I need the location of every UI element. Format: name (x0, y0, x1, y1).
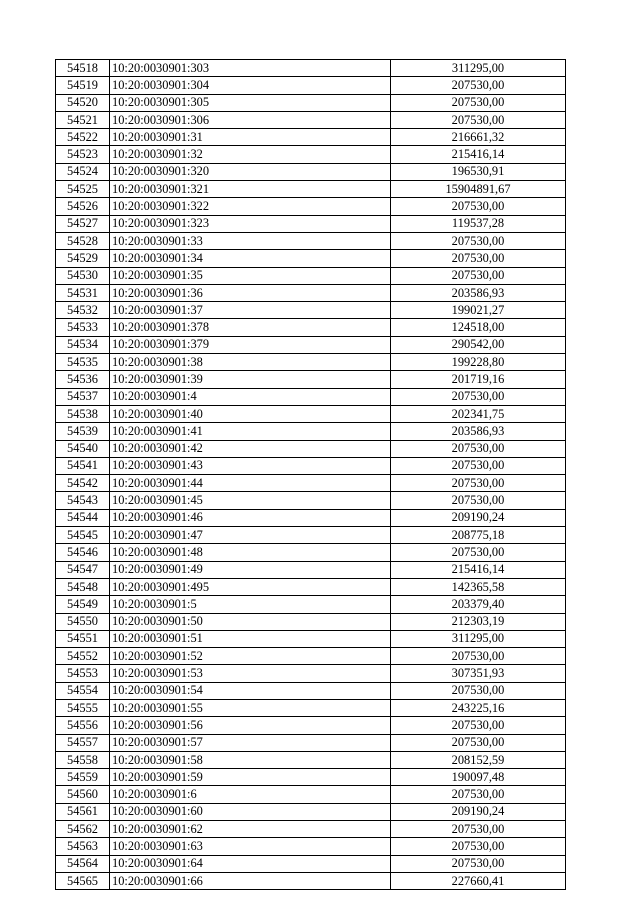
cadastral-number-cell: 10:20:0030901:62 (110, 821, 391, 838)
row-number-cell: 54559 (56, 769, 110, 786)
table-row (56, 232, 566, 249)
cadastral-number-cell: 10:20:0030901:58 (110, 751, 391, 768)
cadastral-number-cell: 10:20:0030901:36 (110, 284, 391, 301)
table-row (56, 872, 566, 889)
cadastral-number-cell: 10:20:0030901:495 (110, 578, 391, 595)
row-number-cell: 54540 (56, 440, 110, 457)
row-number-cell: 54546 (56, 544, 110, 561)
row-number-cell: 54551 (56, 630, 110, 647)
cadastral-value-cell: 207530,00 (391, 440, 566, 457)
row-number-cell: 54553 (56, 665, 110, 682)
cadastral-value-cell: 311295,00 (391, 630, 566, 647)
cadastral-number-cell: 10:20:0030901:48 (110, 544, 391, 561)
row-number-cell: 54531 (56, 284, 110, 301)
cadastral-value-cell: 201719,16 (391, 371, 566, 388)
cadastral-number-cell: 10:20:0030901:66 (110, 872, 391, 889)
cadastral-number-cell: 10:20:0030901:63 (110, 838, 391, 855)
cadastral-number-cell: 10:20:0030901:53 (110, 665, 391, 682)
cadastral-value-cell: 311295,00 (391, 60, 566, 77)
row-number-cell: 54533 (56, 319, 110, 336)
table-row (56, 613, 566, 630)
cadastral-number-cell: 10:20:0030901:37 (110, 302, 391, 319)
row-number-cell: 54561 (56, 803, 110, 820)
table-row (56, 423, 566, 440)
cadastral-value-cell: 207530,00 (391, 94, 566, 111)
row-number-cell: 54557 (56, 734, 110, 751)
cadastral-number-cell: 10:20:0030901:60 (110, 803, 391, 820)
table-row (56, 544, 566, 561)
row-number-cell: 54534 (56, 336, 110, 353)
row-number-cell: 54526 (56, 198, 110, 215)
table-row (56, 111, 566, 128)
table-row (56, 250, 566, 267)
row-number-cell: 54554 (56, 682, 110, 699)
cadastral-number-cell: 10:20:0030901:40 (110, 405, 391, 422)
cadastral-value-cell: 208152,59 (391, 751, 566, 768)
cadastral-number-cell: 10:20:0030901:34 (110, 250, 391, 267)
cadastral-number-cell: 10:20:0030901:305 (110, 94, 391, 111)
row-number-cell: 54556 (56, 717, 110, 734)
cadastral-number-cell: 10:20:0030901:43 (110, 457, 391, 474)
cadastral-value-cell: 203379,40 (391, 596, 566, 613)
table-row (56, 319, 566, 336)
cadastral-value-cell: 207530,00 (391, 682, 566, 699)
cadastral-number-cell: 10:20:0030901:52 (110, 648, 391, 665)
cadastral-number-cell: 10:20:0030901:56 (110, 717, 391, 734)
cadastral-value-cell: 203586,93 (391, 423, 566, 440)
cadastral-value-cell: 207530,00 (391, 198, 566, 215)
cadastral-value-cell: 215416,14 (391, 146, 566, 163)
table-row (56, 509, 566, 526)
cadastral-value-cell: 207530,00 (391, 475, 566, 492)
cadastral-value-cell: 142365,58 (391, 578, 566, 595)
cadastral-value-cell: 190097,48 (391, 769, 566, 786)
table-row (56, 821, 566, 838)
row-number-cell: 54555 (56, 699, 110, 716)
cadastral-value-cell: 209190,24 (391, 509, 566, 526)
table-row (56, 751, 566, 768)
cadastral-number-cell: 10:20:0030901:6 (110, 786, 391, 803)
cadastral-number-cell: 10:20:0030901:44 (110, 475, 391, 492)
table-row (56, 803, 566, 820)
row-number-cell: 54530 (56, 267, 110, 284)
row-number-cell: 54547 (56, 561, 110, 578)
table-row (56, 630, 566, 647)
row-number-cell: 54521 (56, 111, 110, 128)
cadastral-number-cell: 10:20:0030901:59 (110, 769, 391, 786)
row-number-cell: 54537 (56, 388, 110, 405)
table-row (56, 717, 566, 734)
table-row (56, 94, 566, 111)
cadastral-number-cell: 10:20:0030901:33 (110, 232, 391, 249)
cadastral-value-table (55, 59, 566, 890)
cadastral-value-cell: 207530,00 (391, 734, 566, 751)
cadastral-value-cell: 208775,18 (391, 527, 566, 544)
row-number-cell: 54518 (56, 60, 110, 77)
cadastral-value-cell: 207530,00 (391, 648, 566, 665)
table-row (56, 648, 566, 665)
cadastral-value-cell: 15904891,67 (391, 181, 566, 198)
row-number-cell: 54545 (56, 527, 110, 544)
table-row (56, 578, 566, 595)
table-row (56, 371, 566, 388)
cadastral-number-cell: 10:20:0030901:322 (110, 198, 391, 215)
row-number-cell: 54520 (56, 94, 110, 111)
row-number-cell: 54525 (56, 181, 110, 198)
table-row (56, 163, 566, 180)
cadastral-number-cell: 10:20:0030901:4 (110, 388, 391, 405)
table-row (56, 198, 566, 215)
cadastral-value-cell: 216661,32 (391, 129, 566, 146)
cadastral-value-cell: 119537,28 (391, 215, 566, 232)
cadastral-value-cell: 196530,91 (391, 163, 566, 180)
table-row (56, 596, 566, 613)
row-number-cell: 54550 (56, 613, 110, 630)
cadastral-value-cell: 207530,00 (391, 821, 566, 838)
cadastral-number-cell: 10:20:0030901:321 (110, 181, 391, 198)
cadastral-value-cell: 215416,14 (391, 561, 566, 578)
cadastral-number-cell: 10:20:0030901:304 (110, 77, 391, 94)
cadastral-number-cell: 10:20:0030901:5 (110, 596, 391, 613)
row-number-cell: 54538 (56, 405, 110, 422)
row-number-cell: 54532 (56, 302, 110, 319)
table-row (56, 734, 566, 751)
row-number-cell: 54539 (56, 423, 110, 440)
cadastral-number-cell: 10:20:0030901:41 (110, 423, 391, 440)
cadastral-number-cell: 10:20:0030901:303 (110, 60, 391, 77)
row-number-cell: 54560 (56, 786, 110, 803)
cadastral-number-cell: 10:20:0030901:46 (110, 509, 391, 526)
cadastral-value-cell: 207530,00 (391, 492, 566, 509)
cadastral-number-cell: 10:20:0030901:32 (110, 146, 391, 163)
cadastral-number-cell: 10:20:0030901:45 (110, 492, 391, 509)
row-number-cell: 54549 (56, 596, 110, 613)
table-row (56, 682, 566, 699)
cadastral-number-cell: 10:20:0030901:31 (110, 129, 391, 146)
cadastral-value-cell: 207530,00 (391, 544, 566, 561)
row-number-cell: 54529 (56, 250, 110, 267)
cadastral-value-cell: 202341,75 (391, 405, 566, 422)
row-number-cell: 54528 (56, 232, 110, 249)
table-row (56, 665, 566, 682)
table-row (56, 440, 566, 457)
cadastral-value-cell: 199021,27 (391, 302, 566, 319)
cadastral-number-cell: 10:20:0030901:51 (110, 630, 391, 647)
table-row (56, 855, 566, 872)
table-row (56, 302, 566, 319)
table-row (56, 181, 566, 198)
cadastral-number-cell: 10:20:0030901:378 (110, 319, 391, 336)
cadastral-number-cell: 10:20:0030901:47 (110, 527, 391, 544)
row-number-cell: 54543 (56, 492, 110, 509)
table-row (56, 388, 566, 405)
table-row (56, 77, 566, 94)
cadastral-value-cell: 209190,24 (391, 803, 566, 820)
row-number-cell: 54563 (56, 838, 110, 855)
cadastral-value-cell: 212303,19 (391, 613, 566, 630)
cadastral-number-cell: 10:20:0030901:306 (110, 111, 391, 128)
table-row (56, 527, 566, 544)
row-number-cell: 54548 (56, 578, 110, 595)
row-number-cell: 54542 (56, 475, 110, 492)
row-number-cell: 54536 (56, 371, 110, 388)
cadastral-number-cell: 10:20:0030901:320 (110, 163, 391, 180)
cadastral-value-cell: 207530,00 (391, 717, 566, 734)
cadastral-number-cell: 10:20:0030901:35 (110, 267, 391, 284)
cadastral-value-cell: 207530,00 (391, 232, 566, 249)
cadastral-number-cell: 10:20:0030901:54 (110, 682, 391, 699)
table-row (56, 561, 566, 578)
cadastral-number-cell: 10:20:0030901:55 (110, 699, 391, 716)
cadastral-value-cell: 207530,00 (391, 855, 566, 872)
row-number-cell: 54552 (56, 648, 110, 665)
cadastral-number-cell: 10:20:0030901:49 (110, 561, 391, 578)
row-number-cell: 54524 (56, 163, 110, 180)
table-row (56, 267, 566, 284)
row-number-cell: 54535 (56, 354, 110, 371)
table-row (56, 146, 566, 163)
cadastral-number-cell: 10:20:0030901:64 (110, 855, 391, 872)
cadastral-value-cell: 307351,93 (391, 665, 566, 682)
cadastral-value-cell: 207530,00 (391, 250, 566, 267)
table-row (56, 405, 566, 422)
cadastral-number-cell: 10:20:0030901:57 (110, 734, 391, 751)
cadastral-number-cell: 10:20:0030901:39 (110, 371, 391, 388)
table-row (56, 354, 566, 371)
table-row (56, 838, 566, 855)
row-number-cell: 54522 (56, 129, 110, 146)
cadastral-value-cell: 207530,00 (391, 457, 566, 474)
table-row (56, 60, 566, 77)
table-row (56, 215, 566, 232)
cadastral-value-cell: 199228,80 (391, 354, 566, 371)
cadastral-value-cell: 207530,00 (391, 111, 566, 128)
row-number-cell: 54527 (56, 215, 110, 232)
table-row (56, 336, 566, 353)
row-number-cell: 54558 (56, 751, 110, 768)
cadastral-value-cell: 290542,00 (391, 336, 566, 353)
cadastral-value-cell: 203586,93 (391, 284, 566, 301)
table-row (56, 699, 566, 716)
row-number-cell: 54562 (56, 821, 110, 838)
cadastral-value-cell: 207530,00 (391, 838, 566, 855)
cadastral-number-cell: 10:20:0030901:42 (110, 440, 391, 457)
row-number-cell: 54564 (56, 855, 110, 872)
cadastral-value-cell: 207530,00 (391, 267, 566, 284)
cadastral-value-cell: 207530,00 (391, 786, 566, 803)
cadastral-number-cell: 10:20:0030901:38 (110, 354, 391, 371)
cadastral-value-cell: 243225,16 (391, 699, 566, 716)
cadastral-value-cell: 207530,00 (391, 388, 566, 405)
table-row (56, 284, 566, 301)
table-row (56, 769, 566, 786)
row-number-cell: 54565 (56, 872, 110, 889)
cadastral-number-cell: 10:20:0030901:379 (110, 336, 391, 353)
row-number-cell: 54523 (56, 146, 110, 163)
table-row (56, 475, 566, 492)
table-body (56, 60, 566, 890)
cadastral-value-cell: 207530,00 (391, 77, 566, 94)
table-row (56, 457, 566, 474)
row-number-cell: 54544 (56, 509, 110, 526)
table-row (56, 492, 566, 509)
cadastral-number-cell: 10:20:0030901:323 (110, 215, 391, 232)
row-number-cell: 54541 (56, 457, 110, 474)
row-number-cell: 54519 (56, 77, 110, 94)
cadastral-value-cell: 124518,00 (391, 319, 566, 336)
table-row (56, 129, 566, 146)
table-row (56, 786, 566, 803)
cadastral-value-cell: 227660,41 (391, 872, 566, 889)
cadastral-number-cell: 10:20:0030901:50 (110, 613, 391, 630)
